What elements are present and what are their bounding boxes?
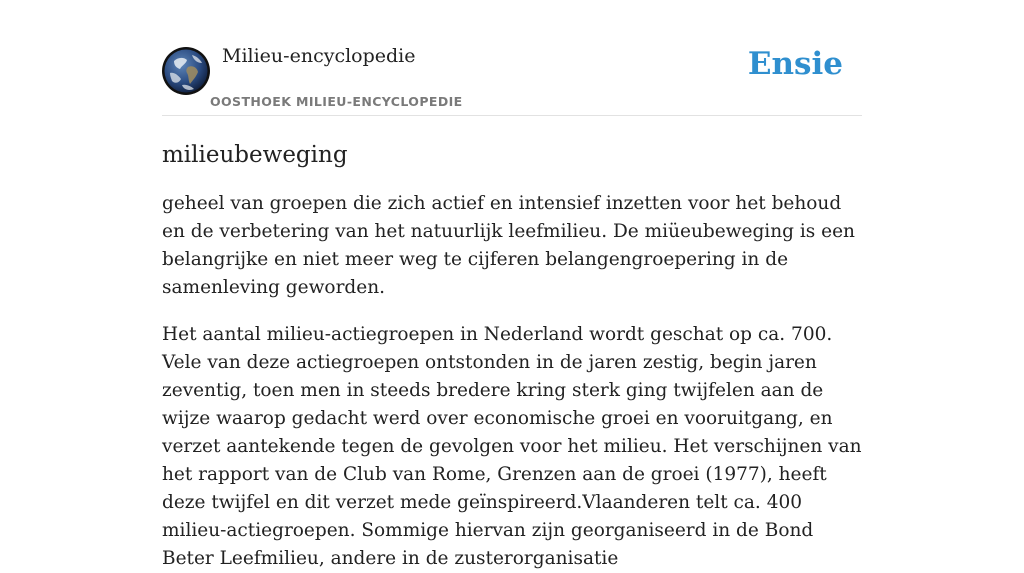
site-subtitle: OOSTHOEK MILIEU-ENCYCLOPEDIE xyxy=(210,94,463,109)
earth-globe-icon[interactable] xyxy=(162,47,210,95)
article-title: milieubeweging xyxy=(162,142,348,168)
site-title[interactable]: Milieu-encyclopedie xyxy=(222,45,416,67)
article-paragraph-2: Het aantal milieu-actiegroepen in Nederland wordt geschat op ca. 700. Vele van deze actiegroepen ontstonden in de jaren zestig, begin jaren zeventig, toen men in steeds bredere kring sterk ging twijfelen aan de wijze waarop gedacht werd over economische groei en vooruitgang, en verzet aantekende tegen de gevolgen voor het milieu. Het verschijnen van het rapport van de Club van Rome, Grenzen aan de groei (1977), heeft deze twijfel en dit verzet mede geïnspireerd.Vlaanderen telt ca. 400 milieu-actiegroepen. Sommige hiervan zijn georganiseerd in de Bond Beter Leefmilieu, andere in de zusterorganisatie xyxy=(162,324,862,569)
ensie-brand-link[interactable]: Ensie xyxy=(747,46,843,82)
site-header xyxy=(162,0,862,116)
article-paragraph-1: geheel van groepen die zich actief en intensief inzetten voor het behoud en de verbetering van het natuurlijk leefmilieu. De miüeubeweging is een belangrijke en niet meer weg te cijferen belangengroepering in de samenleving geworden. xyxy=(162,193,855,298)
article xyxy=(162,140,862,573)
earth-globe-graphic xyxy=(162,47,210,95)
